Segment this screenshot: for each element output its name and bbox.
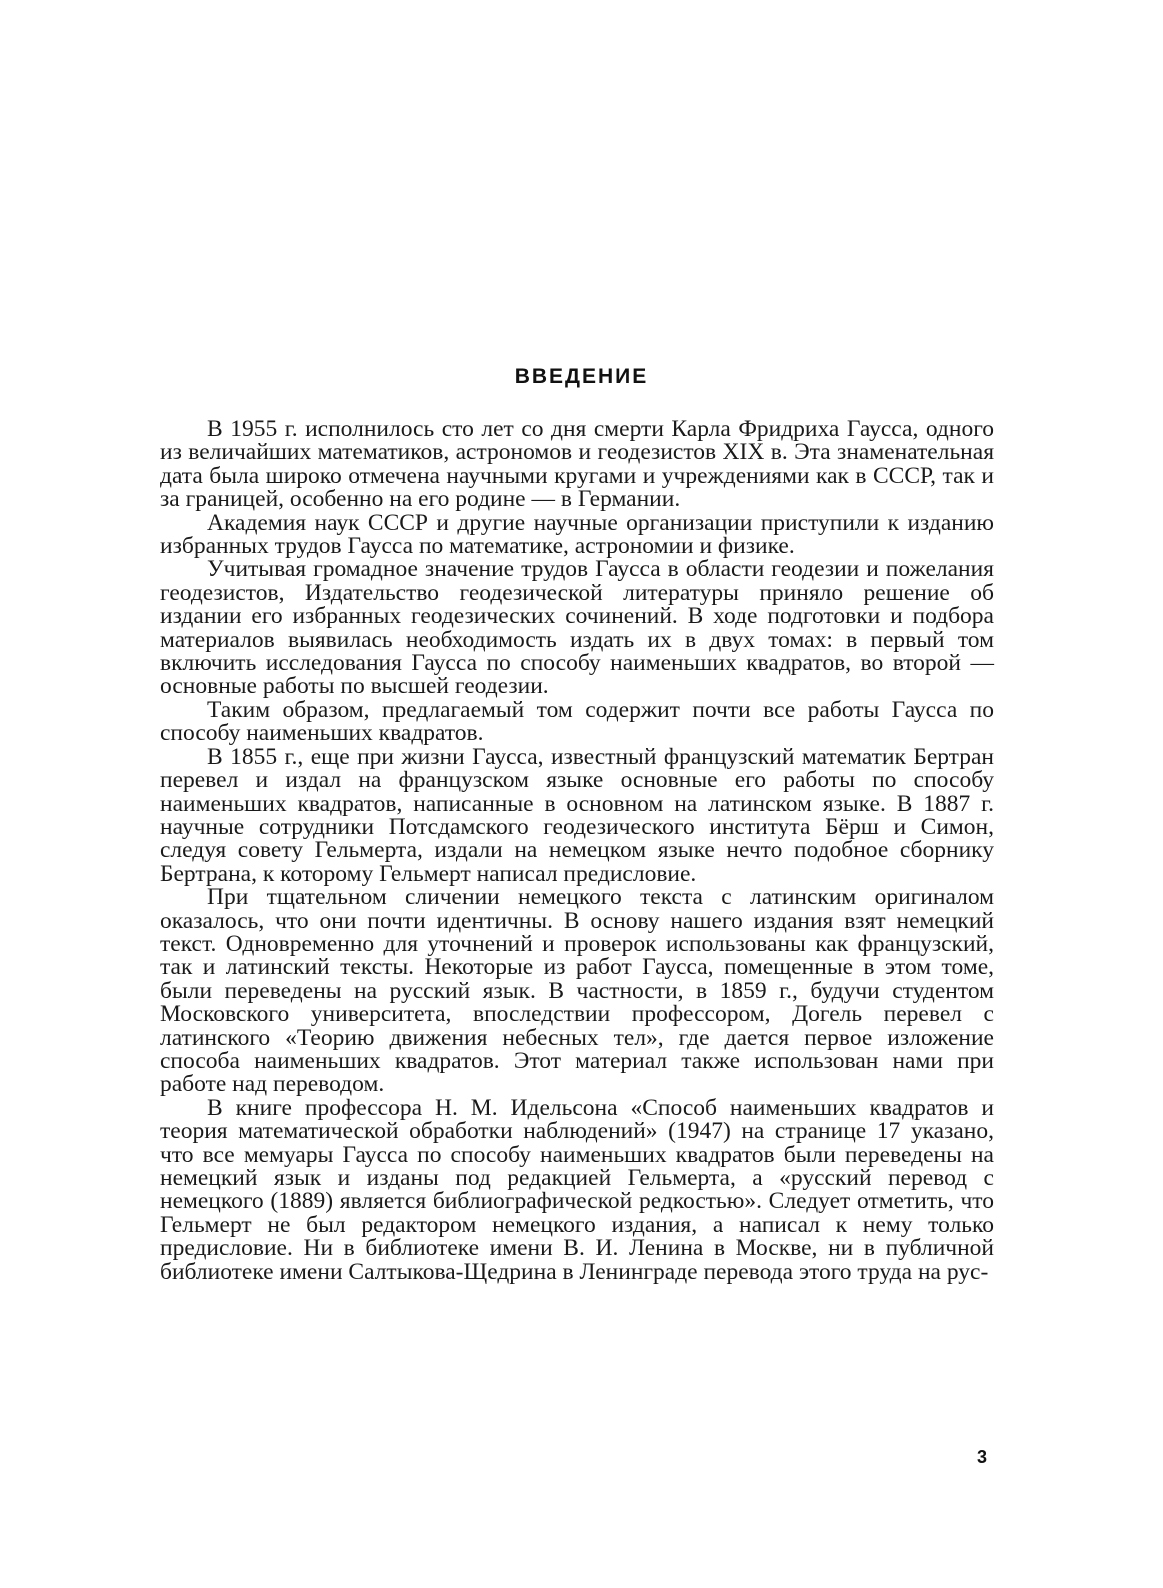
- section-title: ВВЕДЕНИЕ: [514, 365, 649, 388]
- paragraph: Учитывая громадное значение трудов Гаусса в области геодезии и пожелания геодезистов, Издательство геодезической литературы приняло решение об издании его избранных геодезических сочинений. В ходе подготовки и подбора материалов выявилась необходимость издать их в двух томах: в первый том включить исследования Гаусса по способу наименьших квадратов, во второй — основные работы по высшей геодезии.: [160, 556, 994, 700]
- paragraph: В книге профессора Н. М. Идельсона «Способ наименьших квадратов и теория математической обработки наблюдений» (1947) на странице 17 указано, что все мемуары Гаусса по способу наименьших квадратов были переведены на немецкий язык и изданы под редакцией Гельмерта, а «русский перевод с немецкого (1889) является библиографической редкостью». Следует отметить, что Гельмерт не был редактором немецкого издания, а написал к нему только предисловие. Ни в библиотеке имени В. И. Ленина в Москве, ни в публичной библиотеке имени Салтыкова-Щедрина в Ленинграде перевода этого труда на рус-: [160, 1094, 994, 1285]
- page-number: 3: [977, 1447, 988, 1467]
- paragraph: При тщательном сличении немецкого текста с латинским оригиналом оказалось, что они почти идентичны. В основу нашего издания взят немецкий текст. Одновременно для уточнений и проверок использованы как французский, так и латинский тексты. Некоторые из работ Гаусса, помещенные в этом томе, были переведены на русский язык. В частности, в 1859 г., будучи студентом Московского университета, впоследствии профессором, Догель перевел с латинского «Теорию движения небесных тел», где дается первое изложение способа наименьших квадратов. Этот материал также использован нами при работе над переводом.: [160, 884, 994, 1098]
- paragraph: В 1955 г. исполнилось сто лет со дня смерти Карла Фридриха Гаусса, одного из величайших математиков, астрономов и геодезистов XIX в. Эта знаменательная дата была широко отмечена научными кругами и учреждениями как в СССР, так и за границей, особенно на его родине — в Германии.: [160, 416, 994, 513]
- paragraph: Таким образом, предлагаемый том содержит почти все работы Гаусса по способу наименьших квадратов.: [160, 696, 994, 747]
- paragraph: Академия наук СССР и другие научные организации приступили к изданию избранных трудов Гаусса по математике, астрономии и физике.: [160, 509, 994, 560]
- body-text: [160, 418, 994, 1284]
- paragraph: В 1855 г., еще при жизни Гаусса, известный французский математик Бертран перевел и издал на французском языке основные его работы по способу наименьших квадратов, написанные в основном на латинском языке. В 1887 г. научные сотрудники Потсдамского геодезического института Бёрш и Симон, следуя совету Гельмерта, издали на немецком языке нечто подобное сборнику Бертрана, к которому Гельмерт написал предисловие.: [160, 743, 994, 887]
